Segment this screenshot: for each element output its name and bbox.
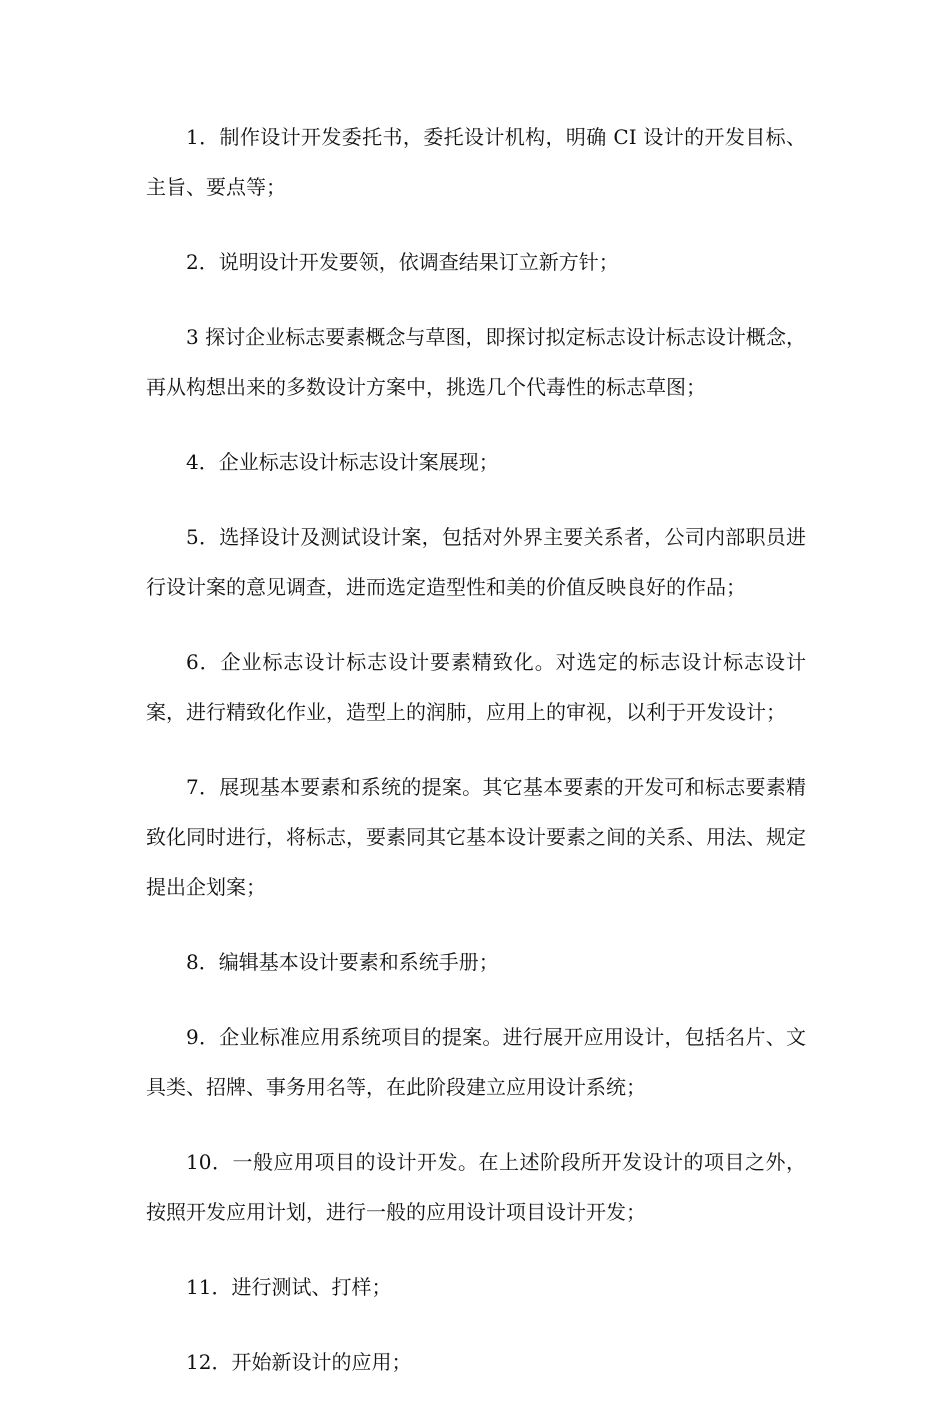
paragraph-4: 4．企业标志设计标志设计案展现； — [186, 450, 499, 474]
paragraph-9: 9．企业标准应用系统项目的提案。进行展开应用设计，包括名片、文具类、招牌、事务用名等，在此阶段建立应用设计系统； — [146, 1025, 806, 1099]
paragraph-11: 11．进行测试、打样； — [186, 1275, 392, 1299]
paragraph-5: 5．选择设计及测试设计案，包括对外界主要关系者，公司内部职员进行设计案的意见调查，进而选定造型性和美的价值反映良好的作品； — [146, 525, 806, 599]
paragraph-6: 6．企业标志设计标志设计要素精致化。对选定的标志设计标志设计案，进行精致化作业，造型上的润肺，应用上的审视，以利于开发设计； — [146, 650, 806, 724]
paragraph-3: 3 探讨企业标志要素概念与草图，即探讨拟定标志设计标志设计概念，再从构想出来的多数设计方案中，挑选几个代毒性的标志草图； — [146, 325, 806, 399]
document-body — [146, 112, 806, 1412]
paragraph-8: 8．编辑基本设计要素和系统手册； — [186, 950, 499, 974]
paragraph-2: 2．说明设计开发要领，依调查结果订立新方针； — [186, 250, 619, 274]
paragraph-7: 7．展现基本要素和系统的提案。其它基本要素的开发可和标志要素精致化同时进行，将标志，要素同其它基本设计要素之间的关系、用法、规定提出企划案； — [146, 775, 806, 899]
paragraph-10: 10．一般应用项目的设计开发。在上述阶段所开发设计的项目之外，按照开发应用计划，进行一般的应用设计项目设计开发； — [146, 1150, 806, 1224]
paragraph-1: 1．制作设计开发委托书，委托设计机构，明确 CI 设计的开发目标、主旨、要点等； — [146, 125, 806, 199]
paragraph-12: 12．开始新设计的应用； — [186, 1350, 412, 1374]
